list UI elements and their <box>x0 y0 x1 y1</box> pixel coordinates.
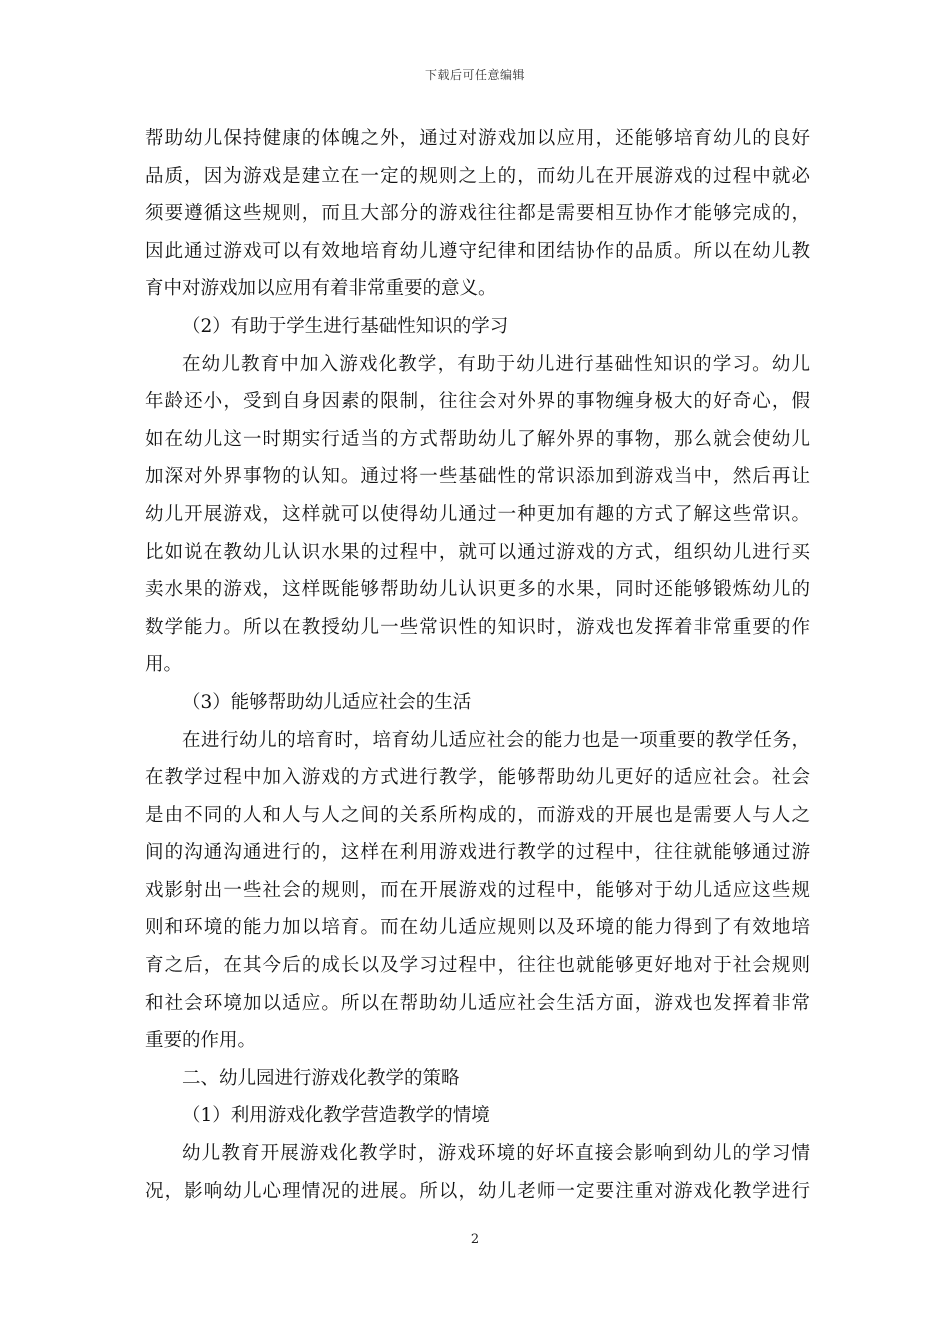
text-line: 和社会环境加以适应。所以在帮助幼儿适应社会生活方面，游戏也发挥着非常 <box>145 992 810 1014</box>
document-body <box>145 120 810 1210</box>
text-line: 如在幼儿这一时期实行适当的方式帮助幼儿了解外界的事物，那么就会使幼儿 <box>145 428 810 450</box>
text-line: 是由不同的人和人与人之间的关系所构成的，而游戏的开展也是需要人与人之 <box>145 804 810 826</box>
text-line: 在进行幼儿的培育时，培育幼儿适应社会的能力也是一项重要的教学任务， <box>182 729 810 751</box>
section-heading: （2）有助于学生进行基础性知识的学习 <box>182 315 509 337</box>
page-number: 2 <box>470 1232 480 1247</box>
text-line: 在教学过程中加入游戏的方式进行教学，能够帮助幼儿更好的适应社会。社会 <box>145 767 810 789</box>
chapter-heading: 二、幼儿园进行游戏化教学的策略 <box>182 1067 460 1089</box>
text-line: 重要的作用。 <box>145 1030 257 1052</box>
text-line: 幼儿教育开展游戏化教学时，游戏环境的好坏直接会影响到幼儿的学习情 <box>182 1143 810 1165</box>
text-line: 比如说在教幼儿认识水果的过程中，就可以通过游戏的方式，组织幼儿进行买 <box>145 541 810 563</box>
section-heading: （1）利用游戏化教学营造教学的情境 <box>182 1105 490 1127</box>
text-line: 加深对外界事物的认知。通过将一些基础性的常识添加到游戏当中，然后再让 <box>145 466 810 488</box>
text-line: 幼儿开展游戏，这样就可以使得幼儿通过一种更加有趣的方式了解这些常识。 <box>145 503 810 525</box>
text-line: 育之后，在其今后的成长以及学习过程中，往往也就能够更好地对于社会规则 <box>145 955 810 977</box>
text-line: 帮助幼儿保持健康的体魄之外，通过对游戏加以应用，还能够培育幼儿的良好 <box>145 128 810 149</box>
text-line: 育中对游戏加以应用有着非常重要的意义。 <box>145 278 497 300</box>
text-line: 用。 <box>145 654 183 676</box>
text-line: 品质，因为游戏是建立在一定的规则之上的，而幼儿在开展游戏的过程中就必 <box>145 165 810 187</box>
text-line: 在幼儿教育中加入游戏化教学，有助于幼儿进行基础性知识的学习。幼儿 <box>182 353 810 375</box>
text-line: 间的沟通沟通进行的，这样在利用游戏进行教学的过程中，往往就能够通过游 <box>145 842 810 864</box>
text-line: 况，影响幼儿心理情况的进展。所以，幼儿老师一定要注重对游戏化教学进行 <box>145 1180 810 1202</box>
text-line: 年龄还小，受到自身因素的限制，往往会对外界的事物缠身极大的好奇心，假 <box>145 391 810 413</box>
text-line: 则和环境的能力加以培育。而在幼儿适应规则以及环境的能力得到了有效地培 <box>145 917 810 939</box>
text-line: 戏影射出一些社会的规则，而在开展游戏的过程中，能够对于幼儿适应这些规 <box>145 879 810 901</box>
section-heading: （3）能够帮助幼儿适应社会的生活 <box>182 691 472 713</box>
text-line: 因此通过游戏可以有效地培育幼儿遵守纪律和团结协作的品质。所以在幼儿教 <box>145 240 810 262</box>
text-line: 须要遵循这些规则，而且大部分的游戏往往都是需要相互协作才能够完成的， <box>145 203 810 225</box>
text-line: 卖水果的游戏，这样既能够帮助幼儿认识更多的水果，同时还能够锻炼幼儿的 <box>145 579 810 601</box>
page-header: 下载后可任意编辑 <box>424 68 525 82</box>
text-line: 数学能力。所以在教授幼儿一些常识性的知识时，游戏也发挥着非常重要的作 <box>145 616 810 638</box>
